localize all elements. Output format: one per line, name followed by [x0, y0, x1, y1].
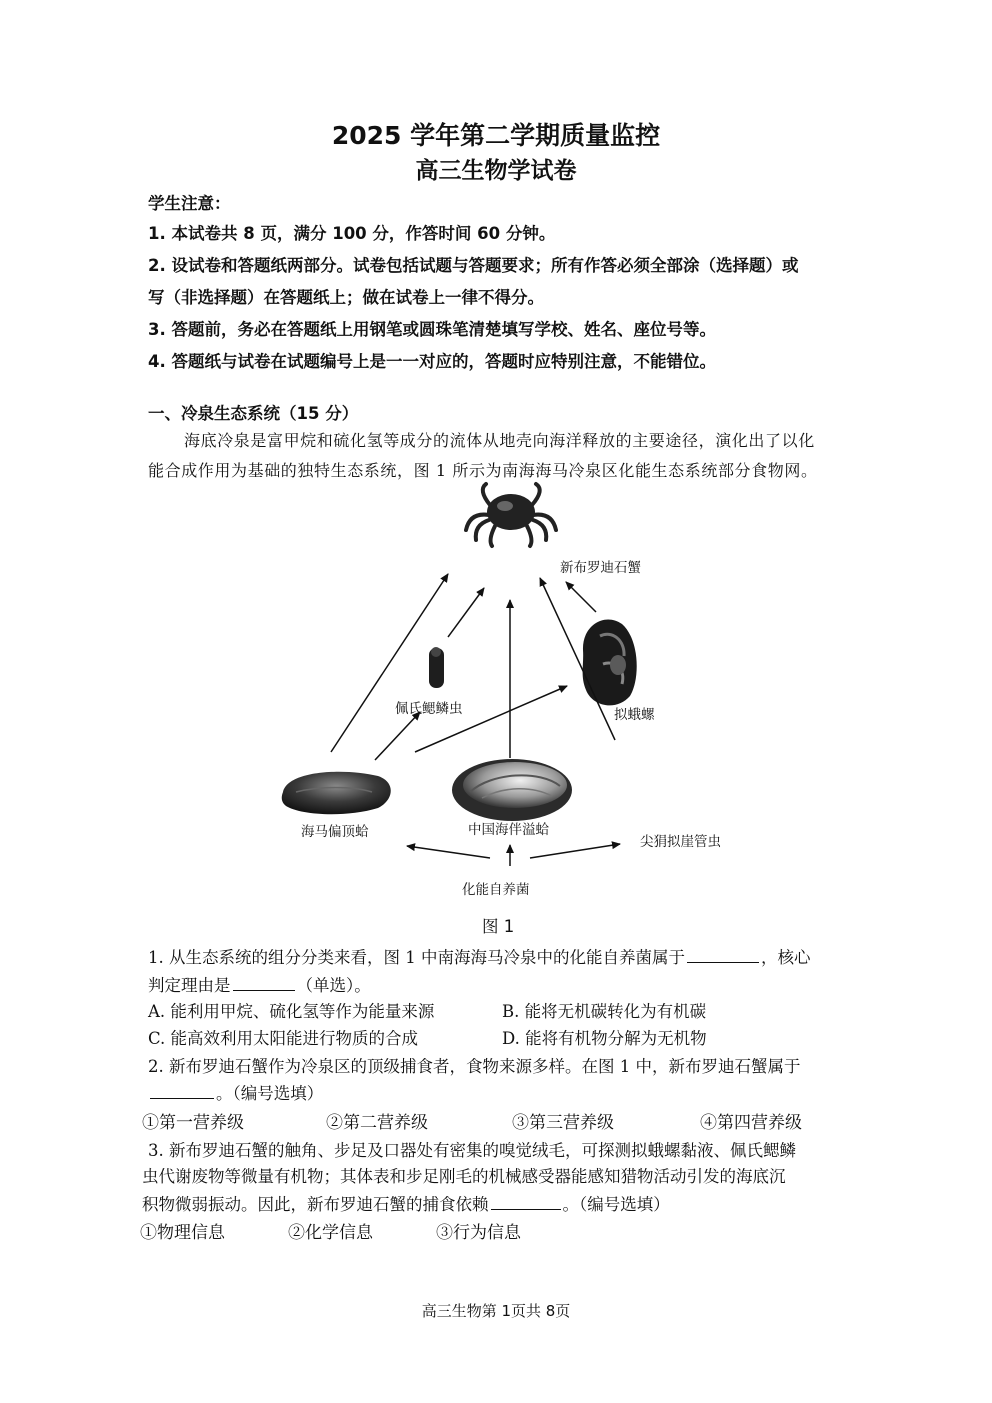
q3-instruction: 。（编号选填） — [562, 1195, 670, 1214]
scaleworm-image — [429, 647, 444, 688]
mussel-image — [282, 772, 391, 815]
intro-line-2: 能合成作用为基础的独特生态系统，图 1 所示为南海海马冷泉区化能生态系统部分食物网。 — [148, 461, 818, 480]
label-clam: 中国海伴溢蛤 — [468, 822, 549, 838]
q3-blank[interactable] — [491, 1208, 561, 1210]
q2-line-1: 2. 新布罗迪石蟹作为冷泉区的顶级捕食者，食物来源多样。在图 1 中，新布罗迪石蟹属于 — [148, 1057, 801, 1076]
crab-image — [466, 484, 556, 546]
q2-blank[interactable] — [150, 1097, 214, 1099]
label-bacteria: 化能自养菌 — [462, 882, 530, 898]
q2-instruction: 。（编号选填） — [216, 1084, 324, 1103]
intro-line-1: 海底冷泉是富甲烷和硫化氢等成分的流体从地壳向海洋释放的主要途径，演化出了以化 — [184, 431, 815, 450]
q1-option-b[interactable]: B. 能将无机碳转化为有机碳 — [502, 1002, 707, 1021]
label-tubeworm: 尖狷拟崖管虫 — [640, 834, 721, 850]
q1-blank-1[interactable] — [687, 961, 759, 963]
q1-stem-end: ，核心 — [760, 948, 811, 967]
q1-line-2 — [148, 972, 371, 996]
q3-stem: 积物微弱振动。因此，新布罗迪石蟹的捕食依赖 — [142, 1195, 489, 1214]
q1-option-d[interactable]: D. 能将有机物分解为无机物 — [502, 1029, 707, 1048]
q2-line-2 — [148, 1080, 323, 1104]
q2-option-4: ④第四营养级 — [700, 1113, 802, 1133]
q3-option-3: ③行为信息 — [436, 1223, 521, 1243]
q1-stem: 1. 从生态系统的组分分类来看，图 1 中南海海马冷泉中的化能自养菌属于 — [148, 948, 685, 967]
label-scaleworm: 佩氏鳃鳞虫 — [395, 701, 463, 717]
q3-line-3 — [142, 1191, 670, 1215]
q1-reason: 判定理由是 — [148, 976, 231, 995]
notice-item-3: 3. 答题前，务必在答题纸上用钢笔或圆珠笔清楚填写学校、姓名、座位号等。 — [148, 320, 716, 339]
q3-option-1: ①物理信息 — [140, 1223, 225, 1243]
q2-option-3: ③第三营养级 — [512, 1113, 614, 1133]
exam-subtitle: 高三生物学试卷 — [415, 158, 577, 184]
q1-line-1 — [148, 944, 810, 968]
q3-line-2: 虫代谢废物等微量有机物；其体表和步足刚毛的机械感受器能感知猎物活动引发的海底沉 — [142, 1167, 786, 1186]
q3-option-2: ②化学信息 — [288, 1223, 373, 1243]
q1-blank-2[interactable] — [233, 989, 295, 991]
page-footer: 高三生物第 1页共 8页 — [421, 1302, 571, 1320]
notice-item-2-cont: 写（非选择题）在答题纸上；做在试卷上一律不得分。 — [148, 288, 544, 307]
label-mussel: 海马偏顶蛤 — [301, 824, 369, 840]
label-crab: 新布罗迪石蟹 — [560, 560, 641, 576]
notice-item-2: 2. 设试卷和答题纸两部分。试卷包括试题与答题要求；所有作答必须全部涂（选择题）或 — [148, 256, 799, 275]
notice-heading: 学生注意： — [148, 194, 231, 213]
q3-line-1: 3. 新布罗迪石蟹的触角、步足及口器处有密集的嗅觉绒毛，可探测拟蛾螺黏液、佩氏鳃鳞 — [148, 1141, 796, 1160]
q2-option-2: ②第二营养级 — [326, 1113, 428, 1133]
q1-reason-end: （单选）。 — [296, 976, 371, 995]
label-snail: 拟蛾螺 — [614, 707, 655, 723]
section-heading: 一、冷泉生态系统（15 分） — [148, 404, 359, 423]
notice-item-1: 1. 本试卷共 8 页，满分 100 分，作答时间 60 分钟。 — [148, 224, 556, 243]
clam-image — [452, 759, 572, 821]
q1-option-c[interactable]: C. 能高效利用太阳能进行物质的合成 — [148, 1029, 419, 1048]
q1-option-a[interactable]: A. 能利用甲烷、硫化氢等作为能量来源 — [148, 1002, 435, 1021]
exam-title: 2025 学年第二学期质量监控 — [331, 121, 661, 150]
q2-option-1: ①第一营养级 — [142, 1113, 244, 1133]
snail-image — [583, 619, 637, 705]
figure-caption: 图 1 — [482, 917, 515, 936]
notice-item-4: 4. 答题纸与试卷在试题编号上是一一对应的，答题时应特别注意，不能错位。 — [148, 352, 716, 371]
